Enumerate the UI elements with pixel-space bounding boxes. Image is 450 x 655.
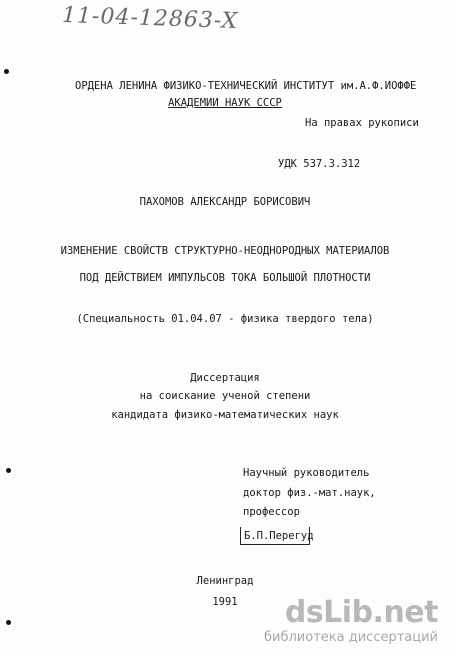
academy-name: АКАДЕМИИ НАУК СССР (168, 97, 282, 109)
rights-note: На правах рукописи (305, 117, 419, 129)
advisor-degree: доктор физ.-мат.наук, (243, 487, 376, 499)
punch-hole (6, 468, 11, 473)
degree-line-1: на соискание ученой степени (139, 390, 311, 402)
degree-line-2: кандидата физико-математических наук (111, 409, 339, 421)
author-name: ПАХОМОВ АЛЕКСАНДР БОРИСОВИЧ (139, 196, 311, 208)
advisor-label: Научный руководитель (243, 467, 370, 479)
punch-hole (4, 69, 9, 74)
handwritten-archive-number: 11-04-12863-X (61, 2, 239, 35)
title-line-1: ИЗМЕНЕНИЕ СВОЙСТВ СТРУКТУРНО-НЕОДНОРОДНЫХ МАТЕРИАЛОВ (60, 245, 390, 257)
year: 1991 (212, 596, 238, 608)
watermark-logo: dsLib.net (284, 595, 438, 630)
specialty: (Специальность 01.04.07 - физика твердого тела) (76, 313, 374, 325)
udk-code: УДК 537.3.312 (278, 158, 361, 170)
title-line-2: ПОД ДЕЙСТВИЕМ ИМПУЛЬСОВ ТОКА БОЛЬШОЙ ПЛОТНОСТИ (79, 272, 371, 284)
dissertation-label: Диссертация (190, 372, 260, 384)
punch-hole (6, 620, 11, 625)
institute-name: ОРДЕНА ЛЕНИНА ФИЗИКО-ТЕХНИЧЕСКИЙ ИНСТИТУТ им.А.Ф.ИОФФЕ (75, 80, 417, 92)
watermark-subtitle: библиотека диссертаций (264, 630, 438, 645)
advisor-title: профессор (243, 506, 300, 518)
site-watermark (264, 595, 438, 645)
advisor-name: Б.П.Перегуд (244, 530, 314, 542)
city: Ленинград (196, 575, 254, 587)
